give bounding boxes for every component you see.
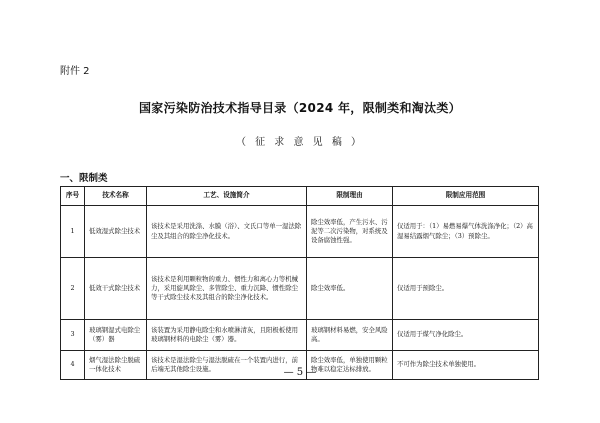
row-technology-name: 低效干式除尘技术 [85,258,147,320]
row-serial-number: 1 [61,206,85,258]
row-process-description: 该技术是湿法除尘与湿法脱硫在一个装置内进行，前后端无其他除尘设施。 [147,351,307,380]
table-header-row [61,187,539,206]
document-title: 国家污染防治技术指导目录（2024 年，限制类和淘汰类） [139,101,461,115]
row-restriction-scope: 仅适用于预除尘。 [393,258,539,320]
row-restriction-reason: 除尘效率低。 [307,258,393,320]
row-serial-number: 2 [61,258,85,320]
row-serial-number: 3 [61,320,85,351]
row-restriction-reason: 除尘效率低，单独使用颗粒物难以稳定达标排放。 [307,351,393,380]
table-row [61,258,539,320]
row-technology-name: 玻璃钢湿式电除尘（雾）器 [85,320,147,351]
header-restriction-reason: 限制理由 [307,187,393,206]
row-process-description: 该技术是利用颗粒物的重力、惯性力和离心力等机械力，采用旋风除尘、多管除尘、重力沉降、惯性除尘等干式除尘技术及其组合的除尘净化技术。 [147,258,307,320]
row-technology-name: 低效湿式除尘技术 [85,206,147,258]
document-subtitle: （ 征 求 意 见 稿 ） [235,137,365,148]
row-restriction-scope: 仅适用于：（1）易燃易爆气体洗涤净化；（2）高湿易结露烟气除尘；（3）预除尘。 [393,206,539,258]
section-heading: 一、限制类 [60,173,108,184]
row-process-description: 该装置为采用静电除尘和水喷淋清灰，且阳极板使用玻璃钢材料的电除尘（雾）器。 [147,320,307,351]
row-restriction-reason: 玻璃钢材料易燃，安全风险高。 [307,320,393,351]
row-technology-name: 烟气湿法除尘脱硫一体化技术 [85,351,147,380]
row-restriction-scope: 仅适用于煤气净化除尘。 [393,320,539,351]
row-process-description: 该技术是采用洗涤、水膜（浴）、文氏口等单一湿法除尘及其组合的除尘净化技术。 [147,206,307,258]
attachment-label: 附件 2 [60,66,90,77]
row-serial-number: 4 [61,351,85,380]
header-restriction-scope: 限制应用范围 [393,187,539,206]
page-number: — 5 — [283,367,317,378]
row-restriction-reason: 除尘效率低，产生污水、污泥等二次污染物，对系统及设备腐蚀性强。 [307,206,393,258]
table-row [61,320,539,351]
row-restriction-scope: 不可作为除尘技术单独使用。 [393,351,539,380]
header-serial-number: 序号 [61,187,85,206]
header-process-description: 工艺、设施简介 [147,187,307,206]
table-row [61,206,539,258]
header-technology-name: 技术名称 [85,187,147,206]
restricted-technology-table [60,186,539,380]
